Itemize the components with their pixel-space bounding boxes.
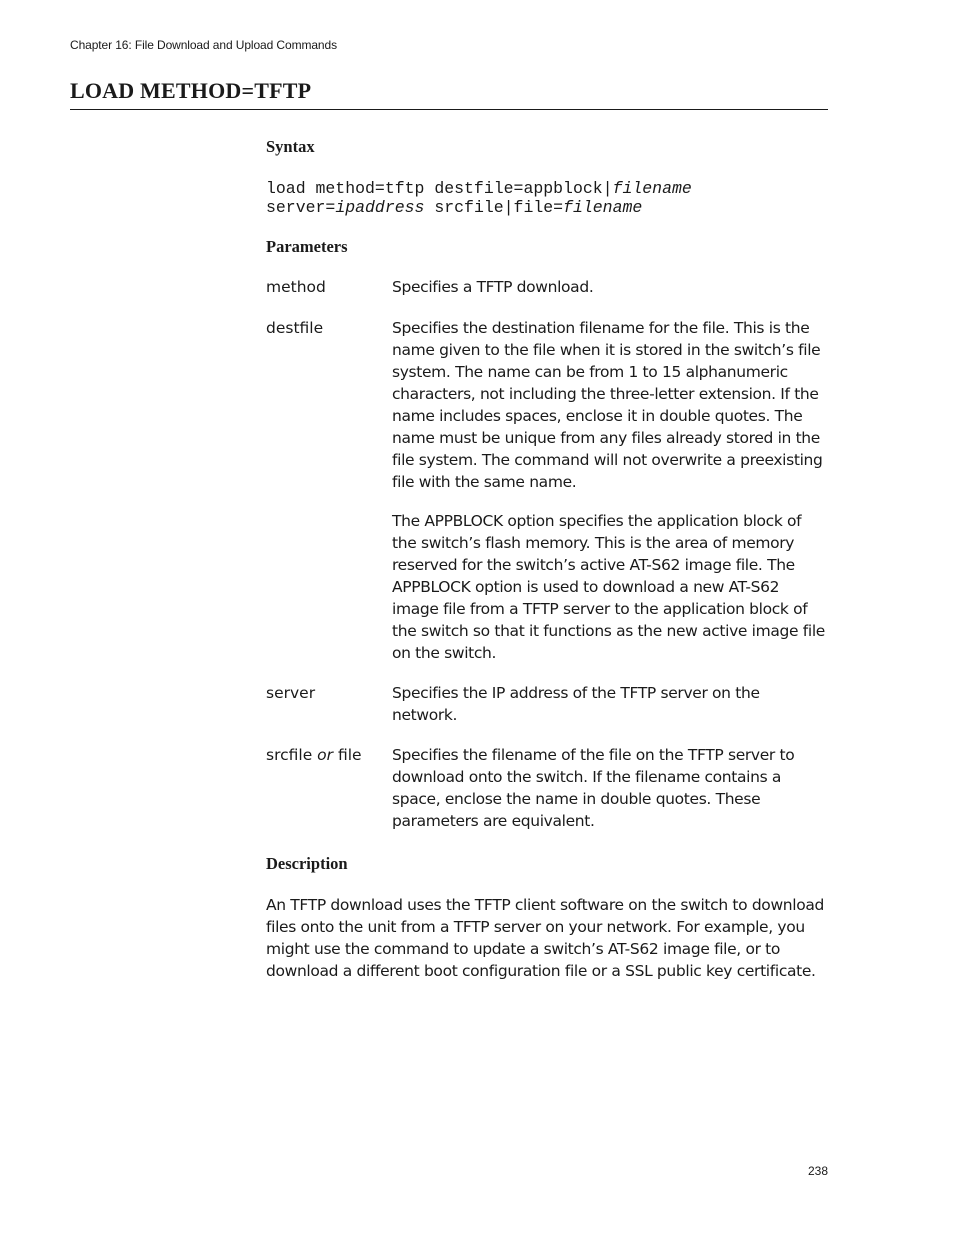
param-term-method: method [266,278,326,296]
syntax-line-2 [266,198,642,217]
param-term-destfile: destfile [266,319,324,337]
syntax-command-text: server= [266,198,336,217]
page-title: LOAD METHOD=TFTP [70,78,312,103]
description-heading: Description [266,854,348,873]
running-header: Chapter 16: File Download and Upload Commands [70,38,337,52]
parameters-heading: Parameters [266,237,348,256]
param-def-srcfile: Specifies the filename of the file on the TFTP server to download onto the switch. If the filename contains a space, enclose the name in double quotes. These parameters are equivalent. [392,746,795,830]
syntax-variable: ipaddress [335,198,425,217]
page-number: 238 [808,1164,829,1178]
syntax-variable: filename [612,179,692,198]
description-text: An TFTP download uses the TFTP client software on the switch to download files onto the unit from a TFTP server on your network. For example, you might use the command to update a switch’s AT-S62 image file, or to download a different boot configuration file or a SSL public key certificate. [266,896,824,980]
param-term-srcfile-a: srcfile [266,746,318,764]
param-def-destfile-appblock: The APPBLOCK option specifies the application block of the switch’s flash memory. This is the area of memory reserved for the switch’s active AT-S62 image file. The APPBLOCK option is used to download a new AT-S62 image file from a TFTP server to the application block of the switch so that it functions as the new active image file on the switch. [392,512,825,662]
param-term-srcfile-b: file [333,746,362,764]
param-def-method: Specifies a TFTP download. [392,278,594,296]
syntax-variable: filename [563,198,643,217]
syntax-command-text: load method=tftp destfile=appblock| [266,179,613,198]
syntax-heading: Syntax [266,137,315,156]
param-def-destfile: Specifies the destination filename for the file. This is the name given to the file when it is stored in the switch’s file system. The name can be from 1 to 15 alphanumeric characters, not including the three-letter extension. If the name includes spaces, enclose it in double quotes. The name must be unique from any files already stored in the file system. The command will not overwrite a preexisting file with the same name. [392,319,823,491]
param-term-srcfile [266,744,362,766]
param-term-server: server [266,684,316,702]
syntax-command-text: srcfile|file= [424,198,564,217]
title-divider [70,109,828,110]
param-term-srcfile-or: or [317,746,334,764]
syntax-line-1 [266,179,692,198]
param-def-server: Specifies the IP address of the TFTP server on the network. [392,684,760,724]
